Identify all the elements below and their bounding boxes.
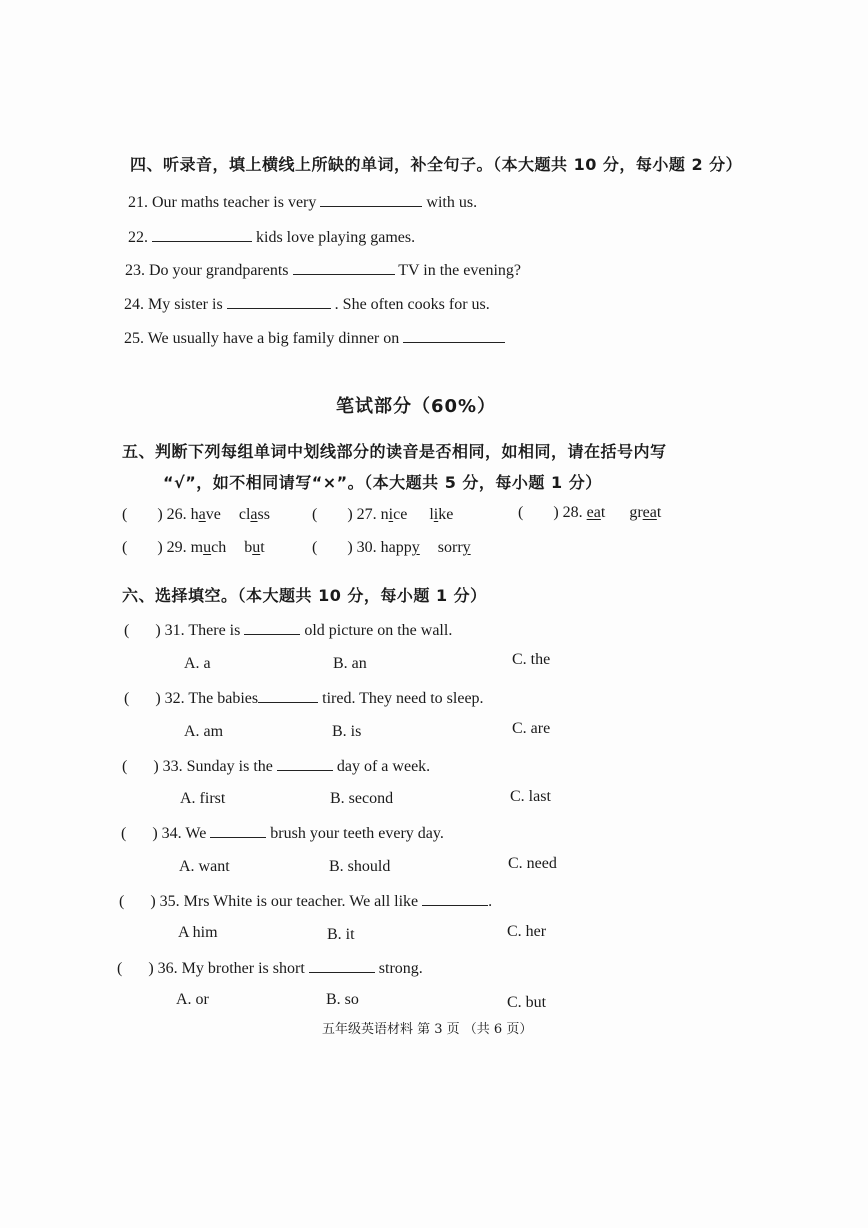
word-two <box>429 506 453 523</box>
option-c[interactable]: C. but <box>507 994 547 1011</box>
option-c[interactable]: C. need <box>508 855 557 872</box>
answer-paren-open[interactable]: ( <box>117 960 123 977</box>
question-number: 34. <box>161 825 182 842</box>
word-part: t <box>656 504 662 521</box>
question-28 <box>518 504 661 522</box>
answer-paren-open[interactable]: ( <box>121 825 127 842</box>
question-number: 31. <box>164 622 185 639</box>
question-text-before: Sunday is the <box>186 758 273 775</box>
underlined-letters: ea <box>586 504 601 521</box>
question-number: 22. <box>128 229 148 246</box>
question-text-before: The babies <box>188 690 259 707</box>
answer-blank[interactable] <box>227 294 331 309</box>
question-number: 21. <box>128 194 148 211</box>
question-text-after: TV in the evening? <box>398 262 522 279</box>
question-number: 36. <box>157 960 178 977</box>
question-21 <box>128 192 477 212</box>
option-b[interactable]: B. should <box>329 858 391 875</box>
question-text-before: Our maths teacher is very <box>152 194 317 211</box>
answer-blank <box>422 891 488 906</box>
question-text-before: Mrs White is our teacher. We all like <box>183 893 419 910</box>
underlined-letters: ea <box>642 504 657 521</box>
answer-blank <box>277 756 333 771</box>
question-32 <box>124 688 484 708</box>
underlined-letters: a <box>250 506 258 523</box>
question-text-before: Do your grandparents <box>149 262 289 279</box>
question-text-after: . <box>488 893 493 910</box>
option-b[interactable]: B. so <box>326 991 359 1008</box>
question-number: 30. <box>356 539 377 556</box>
question-text-after: kids love playing games. <box>256 229 416 246</box>
underlined-letters: i <box>388 506 394 523</box>
answer-paren-open[interactable]: ( <box>122 758 128 775</box>
question-text-before: My sister is <box>148 296 223 313</box>
question-27 <box>312 506 453 524</box>
word-two <box>438 539 471 556</box>
word-two <box>244 539 264 556</box>
question-number: 25. <box>124 330 144 347</box>
question-22 <box>128 227 415 247</box>
word-part: ch <box>211 539 227 556</box>
question-text-after: old picture on the wall. <box>304 622 453 639</box>
word-two <box>629 504 661 521</box>
answer-paren-close: ) <box>157 539 163 556</box>
question-number: 23. <box>125 262 145 279</box>
question-24 <box>124 294 490 314</box>
word-part: ke <box>438 506 454 523</box>
question-number: 35. <box>159 893 180 910</box>
question-number: 24. <box>124 296 144 313</box>
word-part: sorr <box>437 539 463 556</box>
word-part: ss <box>257 506 270 523</box>
option-a[interactable]: A him <box>178 924 218 941</box>
question-text-after: brush your teeth every day. <box>270 825 444 842</box>
option-a[interactable]: A. or <box>176 991 209 1008</box>
answer-paren-open[interactable]: ( <box>312 506 318 523</box>
answer-blank[interactable] <box>403 328 505 343</box>
option-a[interactable]: A. a <box>184 655 211 672</box>
word-part: h <box>190 506 199 523</box>
written-part-title: 笔试部分（60%） <box>336 396 497 417</box>
question-number: 26. <box>166 506 187 523</box>
question-number: 29. <box>166 539 187 556</box>
underlined-letters: i <box>433 506 439 523</box>
answer-paren-close: ) <box>150 893 156 910</box>
question-text-after: day of a week. <box>336 758 431 775</box>
question-number: 27. <box>356 506 377 523</box>
question-number: 28. <box>562 504 583 521</box>
option-c[interactable]: C. her <box>507 923 547 940</box>
question-number: 33. <box>162 758 183 775</box>
answer-blank[interactable] <box>152 227 252 242</box>
answer-blank <box>309 958 375 973</box>
answer-paren-open[interactable]: ( <box>122 539 128 556</box>
answer-paren-close: ) <box>347 539 353 556</box>
answer-paren-close: ) <box>347 506 353 523</box>
option-b[interactable]: B. an <box>333 655 367 672</box>
answer-paren-open[interactable]: ( <box>124 690 130 707</box>
section5-heading-line2: “√”，如不相同请写“×”。（本大题共 5 分，每小题 1 分） <box>163 473 602 492</box>
word-part: t <box>260 539 265 556</box>
word-part: n <box>380 506 389 523</box>
answer-blank[interactable] <box>293 260 395 275</box>
option-a[interactable]: A. first <box>180 790 226 807</box>
word-two <box>239 506 270 523</box>
option-a[interactable]: A. am <box>184 723 224 740</box>
word-part: ve <box>205 506 221 523</box>
answer-paren-close: ) <box>553 504 559 521</box>
word-one <box>381 506 408 523</box>
answer-paren-open[interactable]: ( <box>122 506 128 523</box>
option-b[interactable]: B. it <box>327 926 355 943</box>
question-text-before: We <box>185 825 207 842</box>
answer-paren-close: ) <box>155 622 161 639</box>
underlined-letters: u <box>252 539 261 556</box>
word-one <box>191 539 227 556</box>
option-c[interactable]: C. last <box>510 788 551 805</box>
word-one <box>191 506 221 523</box>
word-part: happ <box>380 539 412 556</box>
underlined-letters: a <box>198 506 206 523</box>
question-33 <box>122 756 430 776</box>
question-23 <box>125 260 521 280</box>
question-25 <box>124 328 505 348</box>
option-b[interactable]: B. second <box>330 790 394 807</box>
question-text-before: We usually have a big family dinner on <box>147 330 400 347</box>
option-b[interactable]: B. is <box>332 723 362 740</box>
option-c[interactable]: C. the <box>512 651 551 668</box>
option-a[interactable]: A. want <box>179 858 230 875</box>
answer-paren-open[interactable]: ( <box>518 504 524 521</box>
section5-heading-line1: 五、判断下列每组单词中划线部分的读音是否相同，如相同，请在括号内写 <box>122 442 667 461</box>
answer-paren-close: ) <box>152 825 158 842</box>
option-c[interactable]: C. are <box>512 720 551 737</box>
answer-paren-close: ) <box>155 690 161 707</box>
section4-heading: 四、听录音，填上横线上所缺的单词，补全句子。（本大题共 10 分，每小题 2 分） <box>130 155 743 174</box>
question-text-after: with us. <box>426 194 478 211</box>
question-30 <box>312 539 471 557</box>
word-part: ce <box>393 506 408 523</box>
word-part: l <box>429 506 434 523</box>
question-26 <box>122 506 270 524</box>
underlined-letters: y <box>462 539 471 556</box>
answer-paren-open[interactable]: ( <box>312 539 318 556</box>
question-35 <box>119 891 492 911</box>
answer-paren-open[interactable]: ( <box>119 893 125 910</box>
question-text-before: My brother is short <box>181 960 305 977</box>
answer-paren-close: ) <box>153 758 159 775</box>
word-part: b <box>244 539 253 556</box>
answer-blank[interactable] <box>320 192 422 207</box>
question-34 <box>121 823 444 843</box>
section6-heading: 六、选择填空。（本大题共 10 分，每小题 1 分） <box>122 586 487 605</box>
word-one <box>381 539 420 556</box>
question-text-after: strong. <box>378 960 423 977</box>
underlined-letters: y <box>411 539 420 556</box>
word-part: m <box>190 539 204 556</box>
answer-blank <box>210 823 266 838</box>
question-text-before: There is <box>188 622 241 639</box>
question-31 <box>124 620 452 640</box>
underlined-letters: u <box>203 539 212 556</box>
question-29 <box>122 539 265 557</box>
answer-paren-close: ) <box>148 960 154 977</box>
word-part: gr <box>629 504 643 521</box>
answer-blank <box>244 620 300 635</box>
answer-paren-close: ) <box>157 506 163 523</box>
question-number: 32. <box>164 690 185 707</box>
question-text-after: . She often cooks for us. <box>334 296 490 313</box>
word-part: cl <box>238 506 251 523</box>
answer-paren-open[interactable]: ( <box>124 622 130 639</box>
question-36 <box>117 958 423 978</box>
page-footer: 五年级英语材料 第 3 页 （共 6 页） <box>322 1022 533 1037</box>
question-text-after: tired. They need to sleep. <box>322 690 484 707</box>
answer-blank <box>258 688 318 703</box>
word-part: t <box>600 504 606 521</box>
word-one <box>587 504 606 521</box>
